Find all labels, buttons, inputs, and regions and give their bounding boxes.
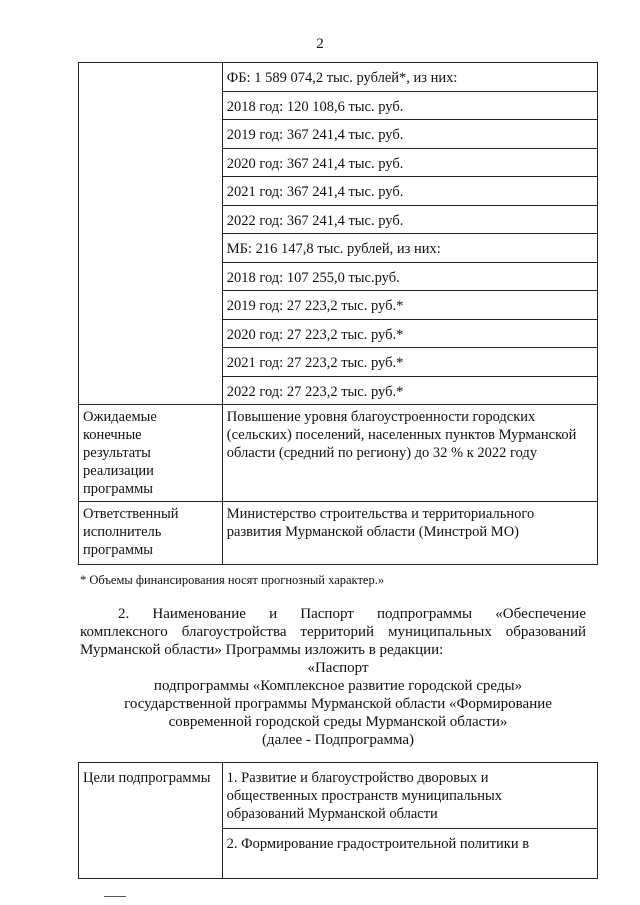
- financing-row: 2018 год: 107 255,0 тыс.руб.: [222, 262, 597, 291]
- responsible-value: [222, 502, 597, 565]
- financing-row: 2020 год: 27 223,2 тыс. руб.*: [222, 319, 597, 348]
- value-line: области (средний по региону) до 32 % к 2022 году: [226, 445, 538, 461]
- heading-line: «Паспорт: [307, 660, 369, 676]
- financing-row: 2022 год: 27 223,2 тыс. руб.*: [222, 376, 597, 405]
- heading-line: (далее - Подпрограмма): [261, 732, 415, 748]
- financing-row: 2019 год: 27 223,2 тыс. руб.*: [222, 291, 597, 320]
- table-row: [79, 502, 598, 565]
- expected-results-value: [222, 405, 597, 502]
- financing-row: ФБ: 1 589 074,2 тыс. рублей*, из них:: [222, 63, 597, 92]
- table-row: [79, 763, 598, 829]
- financing-row: 2020 год: 367 241,4 тыс. руб.: [222, 148, 597, 177]
- goal-line: общественных пространств муниципальных: [226, 788, 503, 804]
- heading-line: подпрограммы «Комплексное развитие городской среды»: [153, 678, 523, 694]
- subprogram-passport-table: [78, 762, 598, 879]
- program-passport-table: [78, 62, 598, 565]
- goal-line: 2. Формирование градостроительной политики в: [226, 836, 530, 852]
- paragraph-line: 2. Наименование и Паспорт подпрограммы «Обеспечение: [118, 606, 586, 622]
- value-line: (сельских) поселений, населенных пунктов Мурманской: [226, 427, 577, 443]
- financing-row: 2019 год: 367 241,4 тыс. руб.: [222, 120, 597, 149]
- financing-label-cell: [79, 63, 223, 405]
- label-line: реализации: [83, 463, 154, 479]
- label-line: Ожидаемые: [83, 409, 157, 425]
- responsible-label: [79, 502, 223, 565]
- passport-heading: [80, 659, 596, 749]
- financing-row: 2021 год: 367 241,4 тыс. руб.: [222, 177, 597, 206]
- amendment-paragraph: [80, 605, 586, 659]
- label-line: результаты: [83, 445, 151, 461]
- financing-row: 2022 год: 367 241,4 тыс. руб.: [222, 205, 597, 234]
- paragraph-line: комплексного благоустройства территорий муниципальных образований: [80, 624, 586, 640]
- goal-line: образований Мурманской области: [226, 806, 438, 822]
- page-mark: [104, 896, 126, 897]
- label-line: Ответственный: [83, 506, 179, 522]
- paragraph-line: Мурманской области» Программы изложить в редакции:: [80, 642, 444, 658]
- value-line: развития Мурманской области (Минстрой МО): [226, 524, 520, 540]
- financing-row: 2018 год: 120 108,6 тыс. руб.: [222, 91, 597, 120]
- table-row: [79, 63, 598, 92]
- label-line: программы: [83, 542, 153, 558]
- label-line: конечные: [83, 427, 142, 443]
- footnote: * Объемы финансирования носят прогнозный характер.»: [80, 573, 385, 587]
- heading-line: современной городской среды Мурманской области»: [168, 714, 508, 730]
- expected-results-label: [79, 405, 223, 502]
- goal-item-2: [222, 829, 597, 879]
- heading-line: государственной программы Мурманской области «Формирование: [124, 696, 552, 712]
- goal-line: 1. Развитие и благоустройство дворовых и: [226, 770, 489, 786]
- value-line: Министерство строительства и территориального: [226, 506, 535, 522]
- table-row: [79, 405, 598, 502]
- financing-row: МБ: 216 147,8 тыс. рублей, из них:: [222, 234, 597, 263]
- page-number: 2: [316, 36, 324, 52]
- goals-label: Цели подпрограммы: [79, 763, 223, 879]
- goal-item-1: [222, 763, 597, 829]
- value-line: Повышение уровня благоустроенности городских: [226, 409, 536, 425]
- label-line: программы: [83, 481, 153, 497]
- financing-row: 2021 год: 27 223,2 тыс. руб.*: [222, 348, 597, 377]
- label-line: исполнитель: [83, 524, 162, 540]
